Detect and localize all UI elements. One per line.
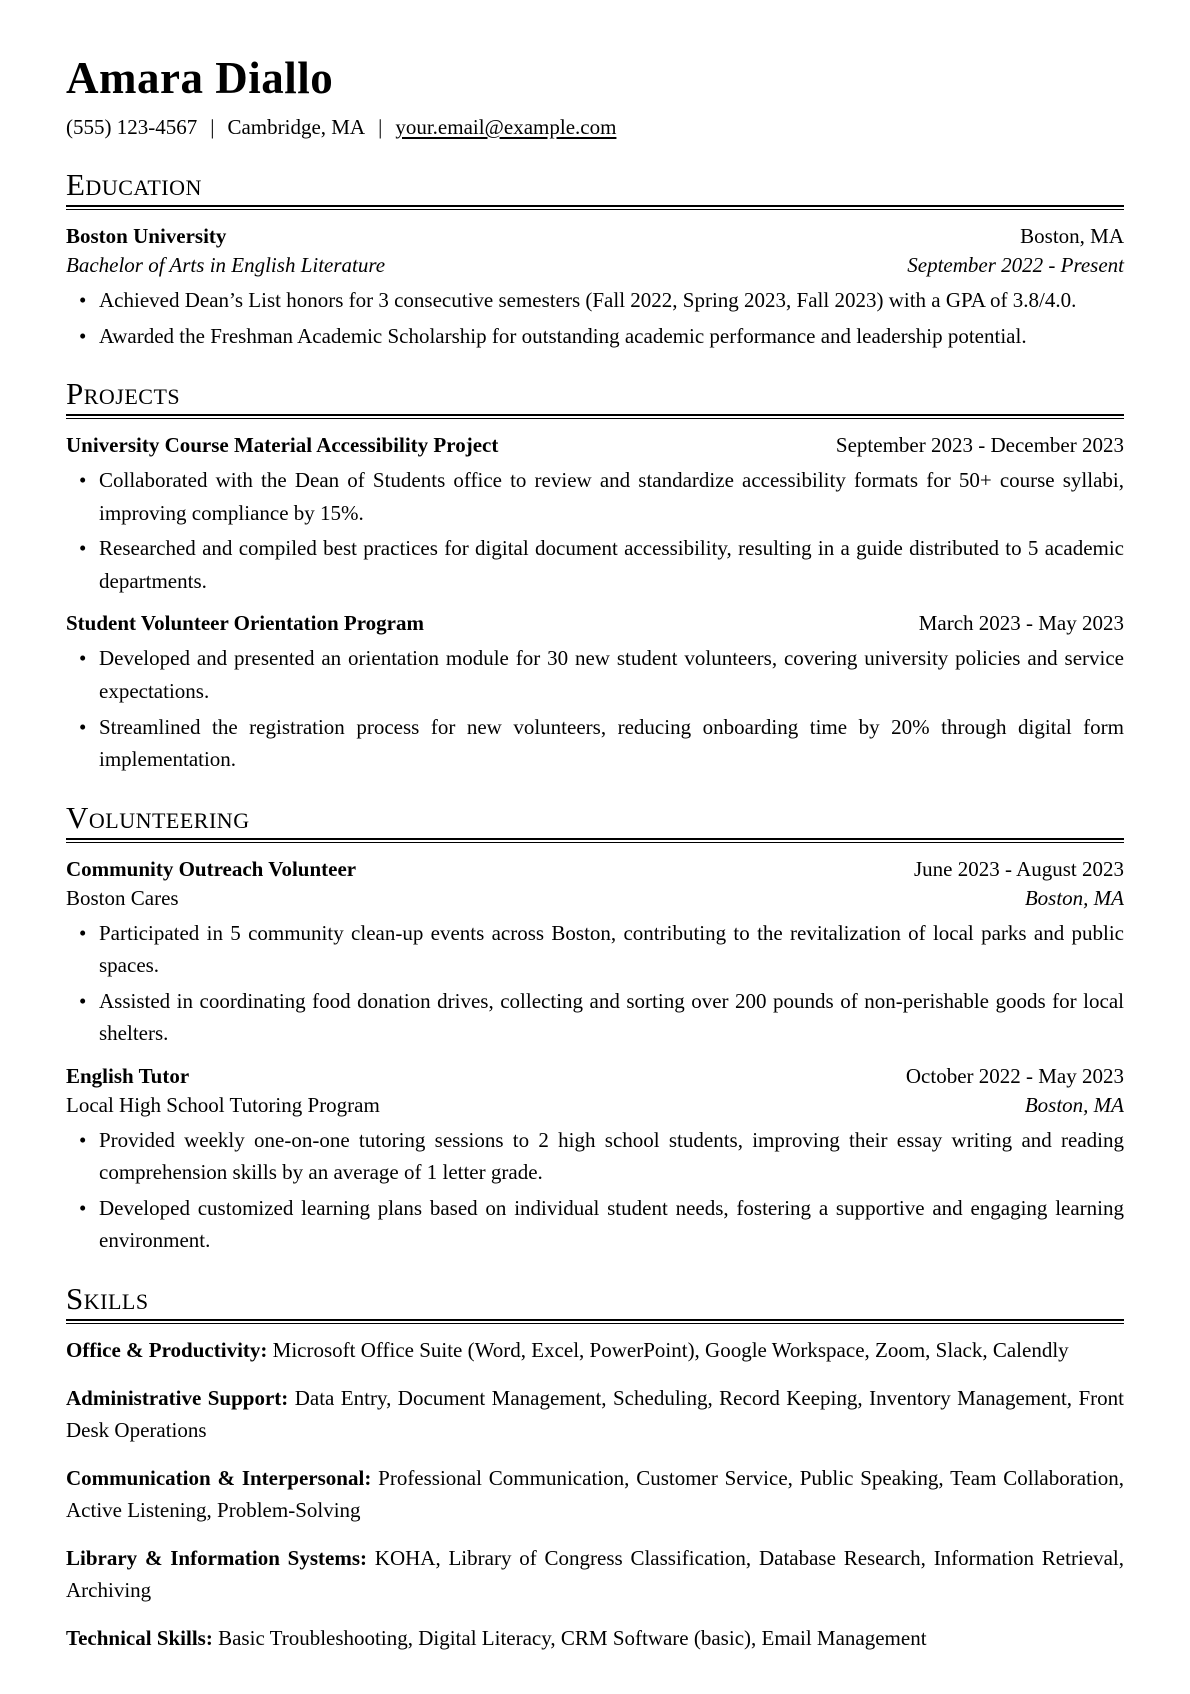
location-text: Cambridge, MA (227, 114, 366, 139)
resume-name: Amara Diallo (66, 53, 334, 103)
bullet-item: • Streamlined the registration process for new volunteers, reducing onboarding time by 20% through digital form implementation. (66, 711, 1124, 776)
education-entry-header (66, 222, 1124, 251)
skill-list-text: Microsoft Office Suite (Word, Excel, PowerPoint), Google Workspace, Zoom, Slack, Calendly (267, 1338, 1069, 1363)
contact-separator: | (210, 114, 215, 139)
project-dates: March 2023 - May 2023 (918, 611, 1124, 636)
volunteer-role: English Tutor (66, 1063, 190, 1088)
section-title-education: Education (66, 167, 202, 203)
skill-list-text: Basic Troubleshooting, Digital Literacy, CRM Software (basic), Email Management (212, 1625, 927, 1650)
volunteer-organization: Boston Cares (66, 885, 179, 910)
volunteer-location: Boston, MA (1024, 885, 1124, 910)
volunteering-entry (66, 1062, 1124, 1257)
section-rule (66, 1319, 1124, 1324)
education-dates: September 2022 - Present (907, 253, 1124, 278)
skill-line (66, 1382, 1124, 1447)
project-bullet-list (66, 464, 1124, 597)
volunteering-entry-header (66, 1062, 1124, 1091)
volunteering-bullet-list (66, 1124, 1124, 1257)
skill-category-label: Office & Productivity: (66, 1338, 268, 1363)
phone-number: (555) 123-4567 (66, 114, 198, 139)
skill-list-text: Professional Communication, Customer Service, Public Speaking, Team Collaboration, Active Listening, Problem-Solving (66, 1465, 1124, 1523)
section-rule (66, 205, 1124, 210)
skill-line (66, 1622, 1124, 1655)
email-link[interactable]: your.email@example.com (395, 114, 617, 139)
volunteering-entry-subheader (66, 884, 1124, 913)
section-skills (66, 1282, 1124, 1654)
section-title-volunteering: Volunteering (66, 799, 250, 835)
skill-list-text: Data Entry, Document Management, Scheduling, Record Keeping, Inventory Management, Front Desk Operations (66, 1385, 1124, 1443)
education-entry-subheader (66, 251, 1124, 280)
skill-category-label: Library & Information Systems: (66, 1545, 367, 1570)
project-entry-header (66, 609, 1124, 638)
bullet-item: • Developed and presented an orientation module for 30 new student volunteers, covering university policies and service expectations. (66, 642, 1124, 707)
skill-category-label: Communication & Interpersonal: (66, 1465, 372, 1490)
section-rule (66, 414, 1124, 419)
bullet-item: • Researched and compiled best practices for digital document accessibility, resulting in a guide distributed to 5 academic departments. (66, 532, 1124, 597)
bullet-item: • Participated in 5 community clean-up events across Boston, contributing to the revitalization of local parks and public spaces. (66, 917, 1124, 982)
bullet-item: • Assisted in coordinating food donation drives, collecting and sorting over 200 pounds of non-perishable goods for local shelters. (66, 985, 1124, 1050)
contact-line (66, 112, 1124, 144)
degree-title: Bachelor of Arts in English Literature (66, 253, 386, 278)
project-title: Student Volunteer Orientation Program (66, 611, 424, 636)
project-bullet-list (66, 642, 1124, 775)
volunteer-location: Boston, MA (1024, 1092, 1124, 1117)
section-rule (66, 838, 1124, 843)
skill-line (66, 1542, 1124, 1607)
section-education (66, 168, 1124, 352)
contact-separator: | (378, 114, 383, 139)
volunteer-organization: Local High School Tutoring Program (66, 1092, 380, 1117)
skill-line (66, 1462, 1124, 1527)
skill-line (66, 1334, 1124, 1367)
volunteer-dates: October 2022 - May 2023 (905, 1063, 1124, 1088)
skill-category-label: Technical Skills: (66, 1625, 213, 1650)
education-entry (66, 222, 1124, 352)
bullet-item: • Collaborated with the Dean of Students office to review and standardize accessibility formats for 50+ course syllabi, improving compliance by 15%. (66, 464, 1124, 529)
volunteering-entry-header (66, 855, 1124, 884)
resume-header (66, 54, 1124, 143)
section-volunteering (66, 801, 1124, 1257)
section-title-skills: Skills (66, 1280, 149, 1316)
bullet-item: • Awarded the Freshman Academic Scholarship for outstanding academic performance and leadership potential. (66, 320, 1124, 353)
bullet-item: • Provided weekly one-on-one tutoring sessions to 2 high school students, improving their essay writing and reading comprehension skills by an average of 1 letter grade. (66, 1124, 1124, 1189)
project-entry-header (66, 431, 1124, 460)
skill-category-label: Administrative Support: (66, 1385, 289, 1410)
bullet-item: • Developed customized learning plans based on individual student needs, fostering a supportive and engaging learning environment. (66, 1192, 1124, 1257)
institution-location: Boston, MA (1020, 224, 1124, 249)
project-title: University Course Material Accessibility Project (66, 433, 499, 458)
education-bullet-list (66, 284, 1124, 352)
skill-list-text: KOHA, Library of Congress Classification, Database Research, Information Retrieval, Archiving (66, 1545, 1124, 1603)
volunteering-bullet-list (66, 917, 1124, 1050)
project-entry (66, 431, 1124, 597)
project-entry (66, 609, 1124, 775)
bullet-item: • Achieved Dean’s List honors for 3 consecutive semesters (Fall 2022, Spring 2023, Fall 2023) with a GPA of 3.8/4.0. (66, 284, 1124, 317)
volunteer-role: Community Outreach Volunteer (66, 856, 357, 881)
section-projects (66, 377, 1124, 775)
volunteer-dates: June 2023 - August 2023 (914, 856, 1124, 881)
volunteering-entry (66, 855, 1124, 1050)
section-title-projects: Projects (66, 376, 181, 412)
volunteering-entry-subheader (66, 1091, 1124, 1120)
project-dates: September 2023 - December 2023 (835, 433, 1124, 458)
institution-name: Boston University (66, 224, 227, 249)
